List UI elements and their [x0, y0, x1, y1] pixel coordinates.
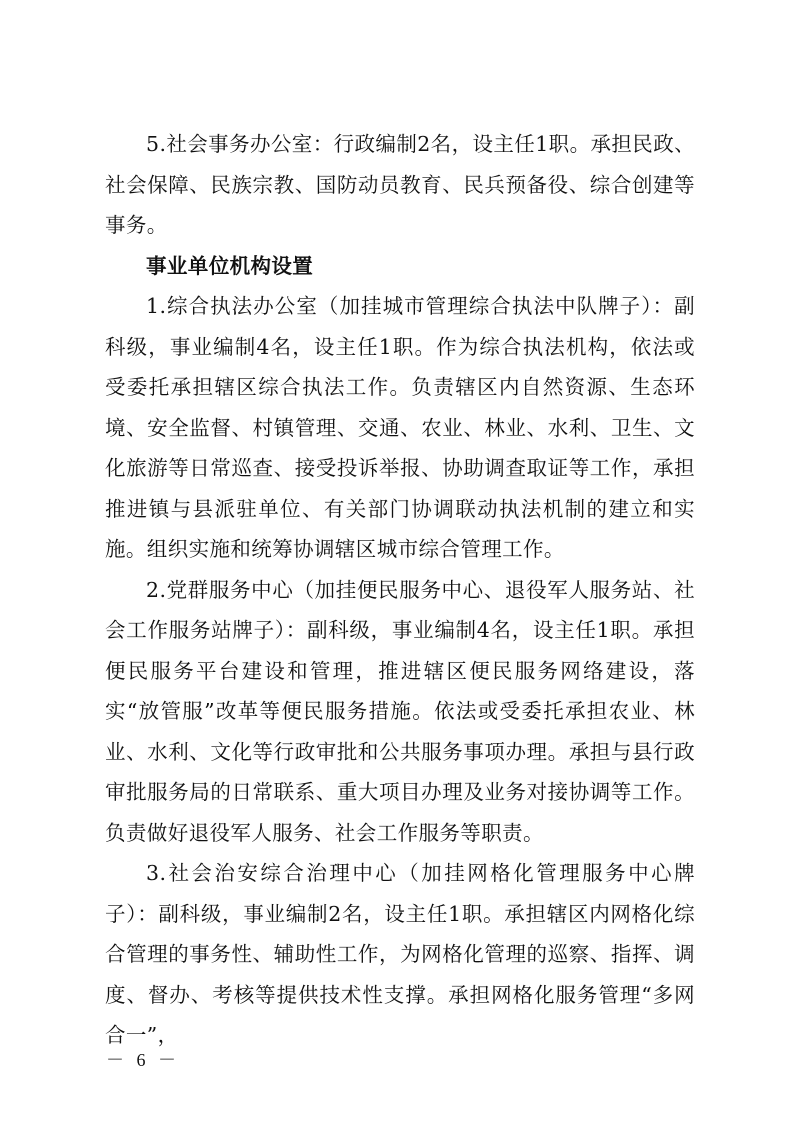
page-number: － 6 － — [106, 1050, 180, 1070]
paragraph-social-security-governance-center: 3.社会治安综合治理中心（加挂网格化管理服务中心牌子）：副科级，事业编制2名，设主任1职。承担辖区内网格化综合管理的事务性、辅助性工作，为网格化管理的巡察、指挥、调度、督办、考核等提供技术性支撑。承担网格化服务管理“多网合一”， — [105, 861, 695, 1047]
section-heading-public-institutions: 事业单位机构设置 — [146, 253, 314, 278]
paragraph-comprehensive-enforcement-office: 1.综合执法办公室（加挂城市管理综合执法中队牌子）：副科级，事业编制4名，设主任1职。作为综合执法机构，依法或受委托承担辖区综合执法工作。负责辖区内自然资源、生态环境、安全监督、村镇管理、交通、农业、林业、水利、卫生、文化旅游等日常巡查、接受投诉举报、协助调查取证等工作，承担推进镇与县派驻单位、有关部门协调联动执法机制的建立和实施。组织实施和统筹协调辖区城市综合管理工作。 — [105, 294, 695, 561]
paragraph-social-affairs-office: 5.社会事务办公室：行政编制2名，设主任1职。承担民政、社会保障、民族宗教、国防动员教育、民兵预备役、综合创建等事务。 — [105, 132, 695, 237]
document-body — [105, 124, 695, 1056]
paragraph-party-mass-service-center: 2.党群服务中心（加挂便民服务中心、退役军人服务站、社会工作服务站牌子）：副科级，事业编制4名，设主任1职。承担便民服务平台建设和管理，推进辖区便民服务网络建设，落实“放管服”改革等便民服务措施。依法或受委托承担农业、林业、水利、文化等行政审批和公共服务事项办理。承担与县行政审批服务局的日常联系、重大项目办理及业务对接协调等工作。负责做好退役军人服务、社会工作服务等职责。 — [105, 577, 695, 845]
